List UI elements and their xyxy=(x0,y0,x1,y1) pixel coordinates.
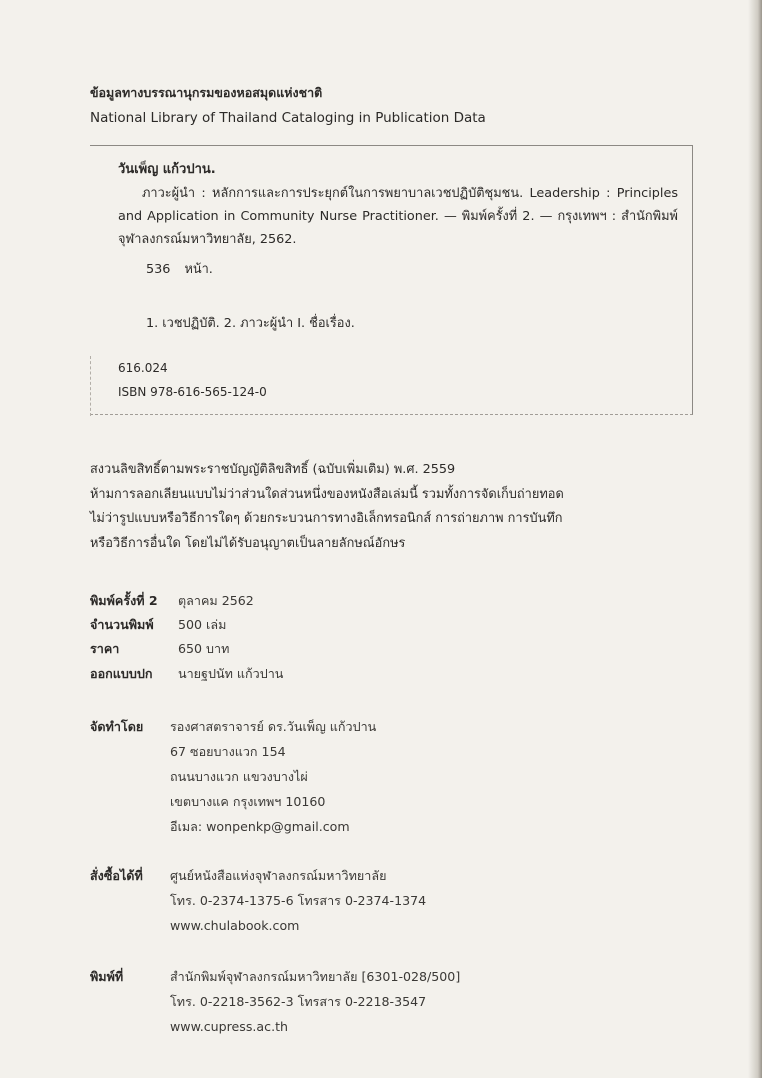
cip-pages-unit: หน้า. xyxy=(184,262,213,277)
print-info-table xyxy=(90,589,283,686)
copyright-line: หรือวิธีการอื่นใด โดยไม่ได้รับอนุญาตเป็นลายลักษณ์อักษร xyxy=(90,535,406,551)
cip-header-english: National Library of Thailand Cataloging in Publication Data xyxy=(90,110,486,126)
cip-header xyxy=(90,82,486,129)
print-info-label: จำนวนพิมพ์ xyxy=(90,617,154,633)
print-info-value: 500 เล่ม xyxy=(178,617,227,633)
print-info-row xyxy=(90,662,283,686)
printer-line: สำนักพิมพ์จุฬาลงกรณ์มหาวิทยาลัย [6301-028/500] xyxy=(170,969,461,984)
box-left-dashes xyxy=(90,356,91,416)
cip-record-box xyxy=(90,145,693,415)
print-info-value: นายฐปนัท แก้วปาน xyxy=(178,665,284,681)
cip-subjects: 1. เวชปฏิบัติ. 2. ภาวะผู้นำ I. ชื่อเรื่อง. xyxy=(146,316,355,331)
producer-lines xyxy=(170,717,376,842)
print-info-value: ตุลาคม 2562 xyxy=(178,593,254,609)
print-info-label: ออกแบบปก xyxy=(90,665,153,681)
cip-title: ภาวะผู้นำ : หลักการและการประยุกต์ในการพยาบาลเวชปฏิบัติชุมชน. Leadership : Principles and Application in Community Nurse Practitioner. — พิมพ์ครั้งที่ 2. — กรุงเทพฯ : สำนักพิมพ์จุฬาลงกรณ์มหาวิทยาลัย, 2562. xyxy=(118,186,678,247)
page-edge-shadow xyxy=(748,0,762,1078)
order-line: โทร. 0-2374-1375-6 โทรสาร 0-2374-1374 xyxy=(170,893,427,908)
copyright-line: ห้ามการลอกเลียนแบบไม่ว่าส่วนใดส่วนหนึ่งของหนังสือเล่มนี้ รวมทั้งการจัดเก็บถ่ายทอด xyxy=(90,486,564,502)
copyright-line: ไม่ว่ารูปแบบหรือวิธีการใดๆ ด้วยกระบวนการทางอิเล็กทรอนิกส์ การถ่ายภาพ การบันทึก xyxy=(90,511,563,526)
print-info-row xyxy=(90,637,283,661)
print-info-row xyxy=(90,589,283,613)
cip-pages-count: 536 xyxy=(146,262,171,277)
print-info-row xyxy=(90,613,283,637)
cip-author: วันเพ็ญ แก้วปาน. xyxy=(118,162,216,177)
producer-line: 67 ซอยบางแวก 154 xyxy=(170,744,286,759)
print-info-value: 650 บาท xyxy=(178,641,230,657)
producer-line: เขตบางแค กรุงเทพฯ 10160 xyxy=(170,794,326,809)
printer-line: โทร. 0-2218-3562-3 โทรสาร 0-2218-3547 xyxy=(170,994,427,1009)
cip-pages xyxy=(146,258,227,279)
producer-line: รองศาสตราจารย์ ดร.วันเพ็ญ แก้วปาน xyxy=(170,719,377,734)
printer-lines xyxy=(170,967,460,1042)
copyright-notice xyxy=(90,458,610,556)
producer-line: อีเมล: wonpenkp@gmail.com xyxy=(170,819,350,834)
producer-line: ถนนบางแวก แขวงบางไผ่ xyxy=(170,769,308,784)
cip-classification: 616.024 xyxy=(118,361,168,375)
order-line: www.chulabook.com xyxy=(170,918,300,933)
order-label: สั่งซื้อได้ที่ xyxy=(90,868,143,883)
printer-label: พิมพ์ที่ xyxy=(90,969,124,984)
cip-header-thai: ข้อมูลทางบรรณานุกรมของหอสมุดแห่งชาติ xyxy=(90,85,323,100)
print-info-label: พิมพ์ครั้งที่ 2 xyxy=(90,593,158,609)
printer-line: www.cupress.ac.th xyxy=(170,1019,288,1034)
producer-label: จัดทำโดย xyxy=(90,719,144,734)
order-lines xyxy=(170,866,426,941)
cip-isbn: ISBN 978-616-565-124-0 xyxy=(118,385,267,399)
copyright-line: สงวนลิขสิทธิ์ตามพระราชบัญญัติลิขสิทธิ์ (ฉบับเพิ่มเติม) พ.ศ. 2559 xyxy=(90,462,456,477)
print-info-label: ราคา xyxy=(90,641,120,657)
order-line: ศูนย์หนังสือแห่งจุฬาลงกรณ์มหาวิทยาลัย xyxy=(170,868,387,883)
